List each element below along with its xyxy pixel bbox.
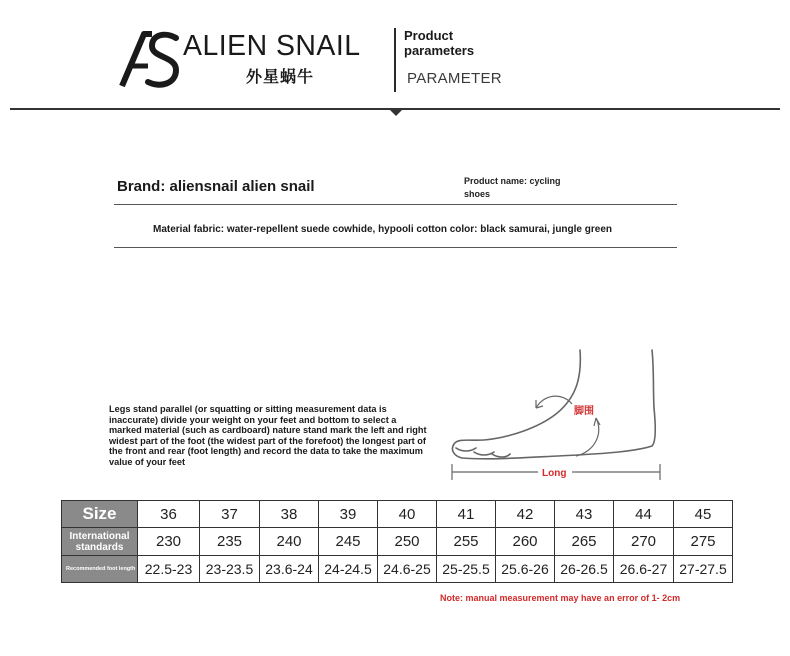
foot-length-cell: 22.5-23 bbox=[138, 556, 200, 583]
standard-cell: 250 bbox=[378, 528, 437, 556]
foot-length-cell: 26-26.5 bbox=[555, 556, 614, 583]
foot-length-cell: 25-25.5 bbox=[437, 556, 496, 583]
size-cell: 36 bbox=[138, 501, 200, 528]
brand-line: Brand: aliensnail alien snail bbox=[117, 178, 315, 195]
foot-length-cell: 27-27.5 bbox=[674, 556, 733, 583]
standard-cell: 255 bbox=[437, 528, 496, 556]
standard-cell: 235 bbox=[200, 528, 260, 556]
foot-length-header: Recommended foot length bbox=[62, 556, 138, 583]
size-cell: 37 bbox=[200, 501, 260, 528]
size-table bbox=[61, 500, 733, 583]
brand-name-chinese: 外星蜗牛 bbox=[246, 69, 315, 86]
standards-row bbox=[62, 528, 733, 556]
standard-cell: 265 bbox=[555, 528, 614, 556]
size-cell: 44 bbox=[614, 501, 674, 528]
error-note: Note: manual measurement may have an error of 1- 2cm bbox=[440, 593, 681, 603]
alien-snail-logo-icon bbox=[118, 28, 180, 90]
header-divider bbox=[394, 28, 396, 92]
standard-cell: 240 bbox=[260, 528, 319, 556]
material-line: Material fabric: water-repellent suede cowhide, hypooli cotton color: black samurai, jungle green bbox=[153, 224, 612, 235]
size-header: Size bbox=[62, 501, 138, 528]
divider bbox=[114, 247, 677, 248]
product-name: Product name: cycling shoes bbox=[464, 176, 561, 199]
foot-length-cell: 26.6-27 bbox=[614, 556, 674, 583]
foot-length-cell: 25.6-26 bbox=[496, 556, 555, 583]
size-cell: 45 bbox=[674, 501, 733, 528]
standard-cell: 245 bbox=[319, 528, 378, 556]
standards-header: International standards bbox=[62, 528, 138, 556]
divider bbox=[114, 204, 677, 205]
foot-length-cell: 24-24.5 bbox=[319, 556, 378, 583]
size-cell: 38 bbox=[260, 501, 319, 528]
size-row bbox=[62, 501, 733, 528]
standard-cell: 275 bbox=[674, 528, 733, 556]
foot-length-cell: 23-23.5 bbox=[200, 556, 260, 583]
length-label: Long bbox=[542, 468, 567, 479]
size-cell: 42 bbox=[496, 501, 555, 528]
foot-length-cell: 24.6-25 bbox=[378, 556, 437, 583]
size-cell: 39 bbox=[319, 501, 378, 528]
size-cell: 40 bbox=[378, 501, 437, 528]
standard-cell: 270 bbox=[614, 528, 674, 556]
standard-cell: 230 bbox=[138, 528, 200, 556]
size-cell: 43 bbox=[555, 501, 614, 528]
page-title: Product parameters bbox=[404, 28, 475, 58]
size-cell: 41 bbox=[437, 501, 496, 528]
girth-label: 脚围 bbox=[574, 406, 594, 417]
measurement-instructions: Legs stand parallel (or squatting or sitting measurement data is inaccurate) divide your weight on your feet and bottom to select a marked material (such as cardboard) nature stand mark the left and right widest part of the foot (the widest part of the forefoot) the longest part of the front and rear (foot length) and record the data to take the maximum value of your feet bbox=[109, 404, 427, 467]
foot-diagram bbox=[448, 348, 670, 488]
foot-length-row bbox=[62, 556, 733, 583]
page-subtitle: PARAMETER bbox=[407, 70, 502, 87]
foot-length-cell: 23.6-24 bbox=[260, 556, 319, 583]
caret-down-icon bbox=[390, 110, 402, 116]
standard-cell: 260 bbox=[496, 528, 555, 556]
foot-outline-icon bbox=[452, 350, 655, 459]
brand-name: ALIEN SNAIL bbox=[183, 30, 361, 62]
